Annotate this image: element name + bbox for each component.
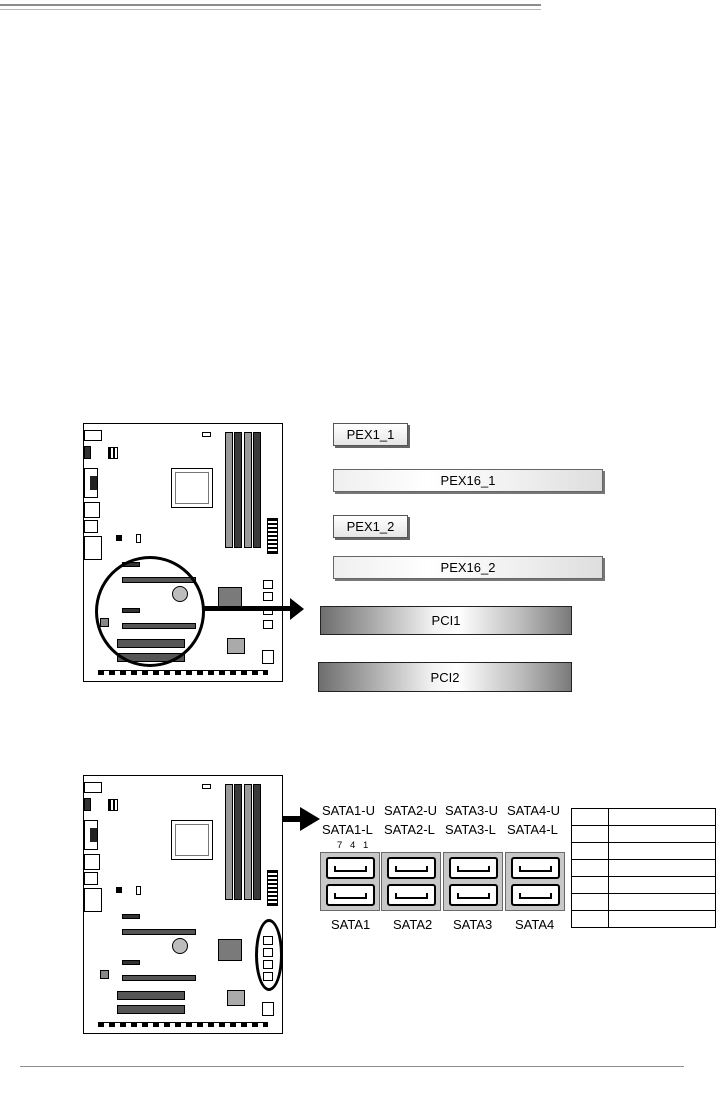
pcie-x1-slot	[122, 960, 140, 965]
dimm-slot	[225, 432, 233, 548]
highlight-circle	[95, 556, 205, 667]
table-row	[572, 809, 716, 826]
table-cell	[572, 877, 609, 894]
sata-connector	[381, 852, 441, 911]
io-port	[90, 476, 97, 490]
sata-label-l: SATA3-L	[445, 822, 496, 837]
small-header	[202, 432, 211, 437]
slot-label-pci2: PCI2	[318, 662, 572, 692]
table-row	[572, 877, 716, 894]
pointer-arrow-head	[300, 807, 320, 831]
small-header	[202, 784, 211, 789]
table-cell	[572, 911, 609, 928]
io-port	[84, 782, 102, 793]
dimm-slot	[234, 432, 242, 548]
sata-port-lower	[387, 884, 436, 906]
io-port	[84, 854, 100, 870]
table-cell	[572, 843, 609, 860]
sata-connector	[505, 852, 565, 911]
motherboard-diagram-1	[83, 423, 283, 682]
io-port	[84, 536, 102, 560]
bottom-headers	[98, 1022, 268, 1027]
pointer-arrow-shaft	[203, 606, 295, 611]
table-row	[572, 894, 716, 911]
io-port	[84, 520, 98, 533]
cmos-battery	[172, 938, 188, 954]
sata-port	[263, 592, 273, 601]
sata-label-u: SATA2-U	[384, 803, 437, 818]
component	[116, 535, 122, 541]
pci-slot	[117, 1005, 185, 1014]
pcie-x16-slot	[122, 975, 196, 981]
dimm-slot	[244, 784, 252, 900]
table-row	[572, 860, 716, 877]
header-rule-thin	[0, 9, 541, 10]
table-row	[572, 911, 716, 928]
table-cell	[572, 826, 609, 843]
sata-port-upper	[511, 857, 560, 879]
sata-connector	[320, 852, 380, 911]
sata-port-upper	[387, 857, 436, 879]
sata-label-u: SATA4-U	[507, 803, 560, 818]
table-cell	[572, 894, 609, 911]
slot-label-pex1-2: PEX1_2	[333, 515, 408, 538]
sata-port-lower	[511, 884, 560, 906]
sata-port-lower	[449, 884, 498, 906]
chipset	[218, 939, 242, 961]
table-cell	[609, 826, 716, 843]
table-cell	[572, 860, 609, 877]
header-connector	[108, 447, 118, 459]
table-cell	[609, 809, 716, 826]
io-port	[84, 446, 91, 459]
io-port	[84, 502, 100, 518]
io-port	[84, 872, 98, 885]
dimm-slot	[253, 784, 261, 900]
cpu-socket-inner	[175, 472, 209, 504]
slot-label-pex16-2: PEX16_2	[333, 556, 603, 579]
table-cell	[609, 911, 716, 928]
sata-label-l: SATA2-L	[384, 822, 435, 837]
footer-rule	[20, 1066, 684, 1067]
component	[116, 887, 122, 893]
atx-power-connector	[267, 870, 278, 906]
slot-label-pex1-1: PEX1_1	[333, 423, 408, 446]
sata-port	[263, 580, 273, 589]
io-chip	[227, 990, 245, 1006]
dimm-slot	[253, 432, 261, 548]
sata-name-label: SATA1	[331, 917, 371, 932]
table-cell	[609, 843, 716, 860]
pci-slot	[117, 991, 185, 1000]
header-connector	[108, 799, 118, 811]
sata-label-l: SATA1-L	[322, 822, 373, 837]
dimm-slot	[234, 784, 242, 900]
sata-port	[263, 620, 273, 629]
sata-port-lower	[326, 884, 375, 906]
motherboard-diagram-2	[83, 775, 283, 1034]
sata-label-u: SATA1-U	[322, 803, 375, 818]
sata-port-upper	[449, 857, 498, 879]
pcie-x16-slot	[122, 929, 196, 935]
sata-port-upper	[326, 857, 375, 879]
table-row	[572, 826, 716, 843]
component	[136, 886, 141, 895]
table-cell	[572, 809, 609, 826]
table-row	[572, 843, 716, 860]
io-port	[84, 798, 91, 811]
slot-label-pex16-1: PEX16_1	[333, 469, 603, 492]
io-port	[90, 828, 97, 842]
cpu-socket-inner	[175, 824, 209, 856]
slot-label-pci1: PCI1	[320, 606, 572, 635]
bottom-headers	[98, 670, 268, 675]
sata-label-u: SATA3-U	[445, 803, 498, 818]
table-cell	[609, 894, 716, 911]
header-rule	[0, 4, 541, 6]
sata-name-label: SATA3	[453, 917, 493, 932]
component	[136, 534, 141, 543]
dimm-slot	[244, 432, 252, 548]
pin-number: 1	[363, 840, 369, 851]
pin-assignment-table	[571, 808, 716, 928]
pin-number: 4	[350, 840, 356, 851]
sata-name-label: SATA2	[393, 917, 433, 932]
pin-number: 7	[337, 840, 343, 851]
sata-name-label: SATA4	[515, 917, 555, 932]
pcie-x1-slot	[122, 914, 140, 919]
header-connector	[262, 650, 274, 664]
component	[100, 970, 109, 979]
header-connector	[262, 1002, 274, 1016]
table-cell	[609, 860, 716, 877]
table-cell	[609, 877, 716, 894]
highlight-ellipse	[255, 919, 283, 991]
atx-power-connector	[267, 518, 278, 554]
io-chip	[227, 638, 245, 654]
sata-label-l: SATA4-L	[507, 822, 558, 837]
io-port	[84, 430, 102, 441]
dimm-slot	[225, 784, 233, 900]
pointer-arrow-head	[290, 598, 304, 620]
sata-connector	[443, 852, 503, 911]
io-port	[84, 888, 102, 912]
